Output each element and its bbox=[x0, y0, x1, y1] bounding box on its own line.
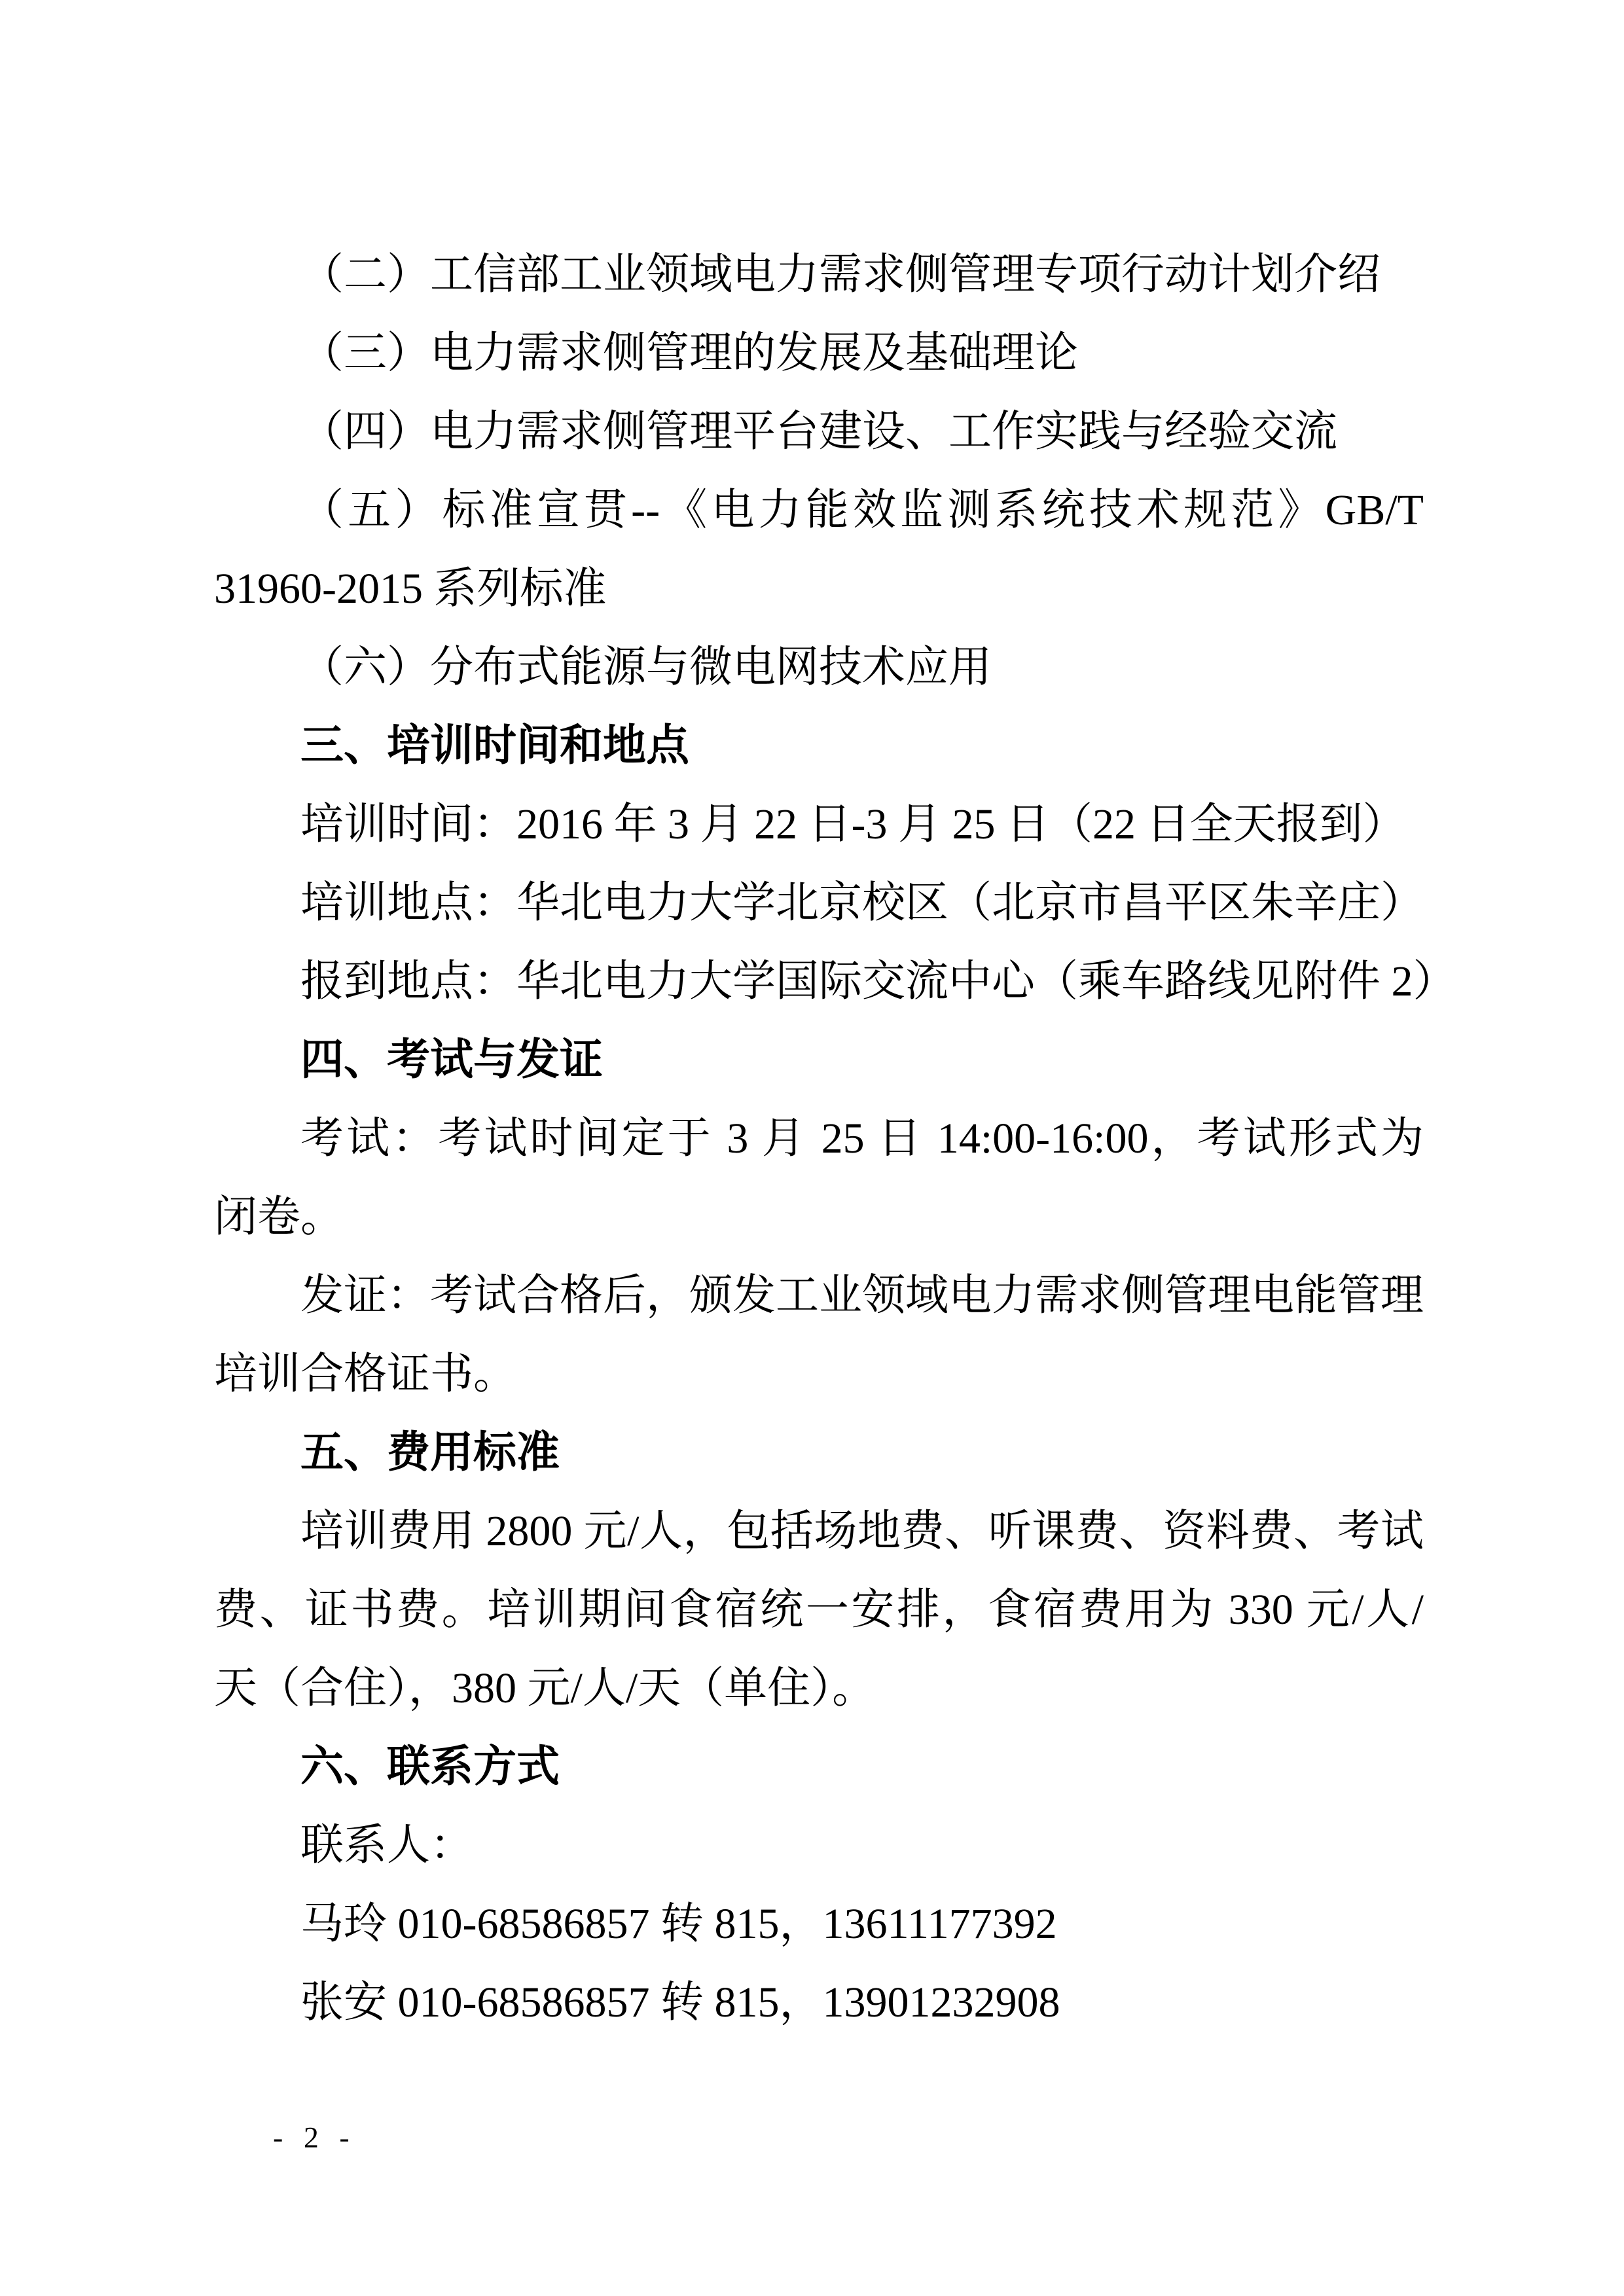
exam-line-2: 闭卷。 bbox=[214, 1193, 344, 1241]
fee-line-1: 培训费用 2800 元/人，包括场地费、听课费、资料费、考试 bbox=[300, 1507, 1424, 1555]
page-number: - 2 - bbox=[273, 2121, 356, 2154]
checkin-location-line: 报到地点：华北电力大学国际交流中心（乘车路线见附件 2） bbox=[300, 958, 1456, 1005]
section-heading-4: 四、考试与发证 bbox=[300, 1036, 603, 1084]
certificate-line-2: 培训合格证书。 bbox=[214, 1350, 516, 1398]
contact-ma-ling: 马玲 010-68586857 转 815，13611177392 bbox=[300, 1900, 1057, 1948]
list-item-2: （二）工信部工业领域电力需求侧管理专项行动计划介绍 bbox=[300, 251, 1380, 298]
list-item-3: （三）电力需求侧管理的发展及基础理论 bbox=[300, 329, 1078, 377]
contact-zhang-an: 张安 010-68586857 转 815，13901232908 bbox=[300, 1979, 1060, 2026]
list-item-5-line-1: （五）标准宣贯--《电力能效监测系统技术规范》GB/T bbox=[300, 486, 1424, 534]
section-heading-3: 三、培训时间和地点 bbox=[300, 722, 689, 770]
contact-person-label: 联系人： bbox=[300, 1821, 473, 1869]
document-body bbox=[214, 236, 1456, 2042]
training-location-line: 培训地点：华北电力大学北京校区（北京市昌平区朱辛庄） bbox=[300, 879, 1424, 927]
section-heading-5: 五、费用标准 bbox=[300, 1429, 560, 1477]
fee-line-2: 费、证书费。培训期间食宿统一安排，食宿费用为 330 元/人/ bbox=[214, 1586, 1424, 1634]
certificate-line-1: 发证：考试合格后，颁发工业领域电力需求侧管理电能管理 bbox=[300, 1272, 1424, 1319]
training-time-line: 培训时间：2016 年 3 月 22 日-3 月 25 日（22 日全天报到） bbox=[300, 800, 1406, 848]
list-item-4: （四）电力需求侧管理平台建设、工作实践与经验交流 bbox=[300, 408, 1337, 456]
exam-line-1: 考试：考试时间定于 3 月 25 日 14:00-16:00，考试形式为 bbox=[300, 1115, 1424, 1162]
list-item-5-line-2: 31960-2015 系列标准 bbox=[214, 565, 607, 613]
section-heading-6: 六、联系方式 bbox=[300, 1743, 560, 1791]
fee-line-3: 天（合住），380 元/人/天（单住）。 bbox=[214, 1664, 876, 1712]
list-item-6: （六）分布式能源与微电网技术应用 bbox=[300, 643, 992, 691]
